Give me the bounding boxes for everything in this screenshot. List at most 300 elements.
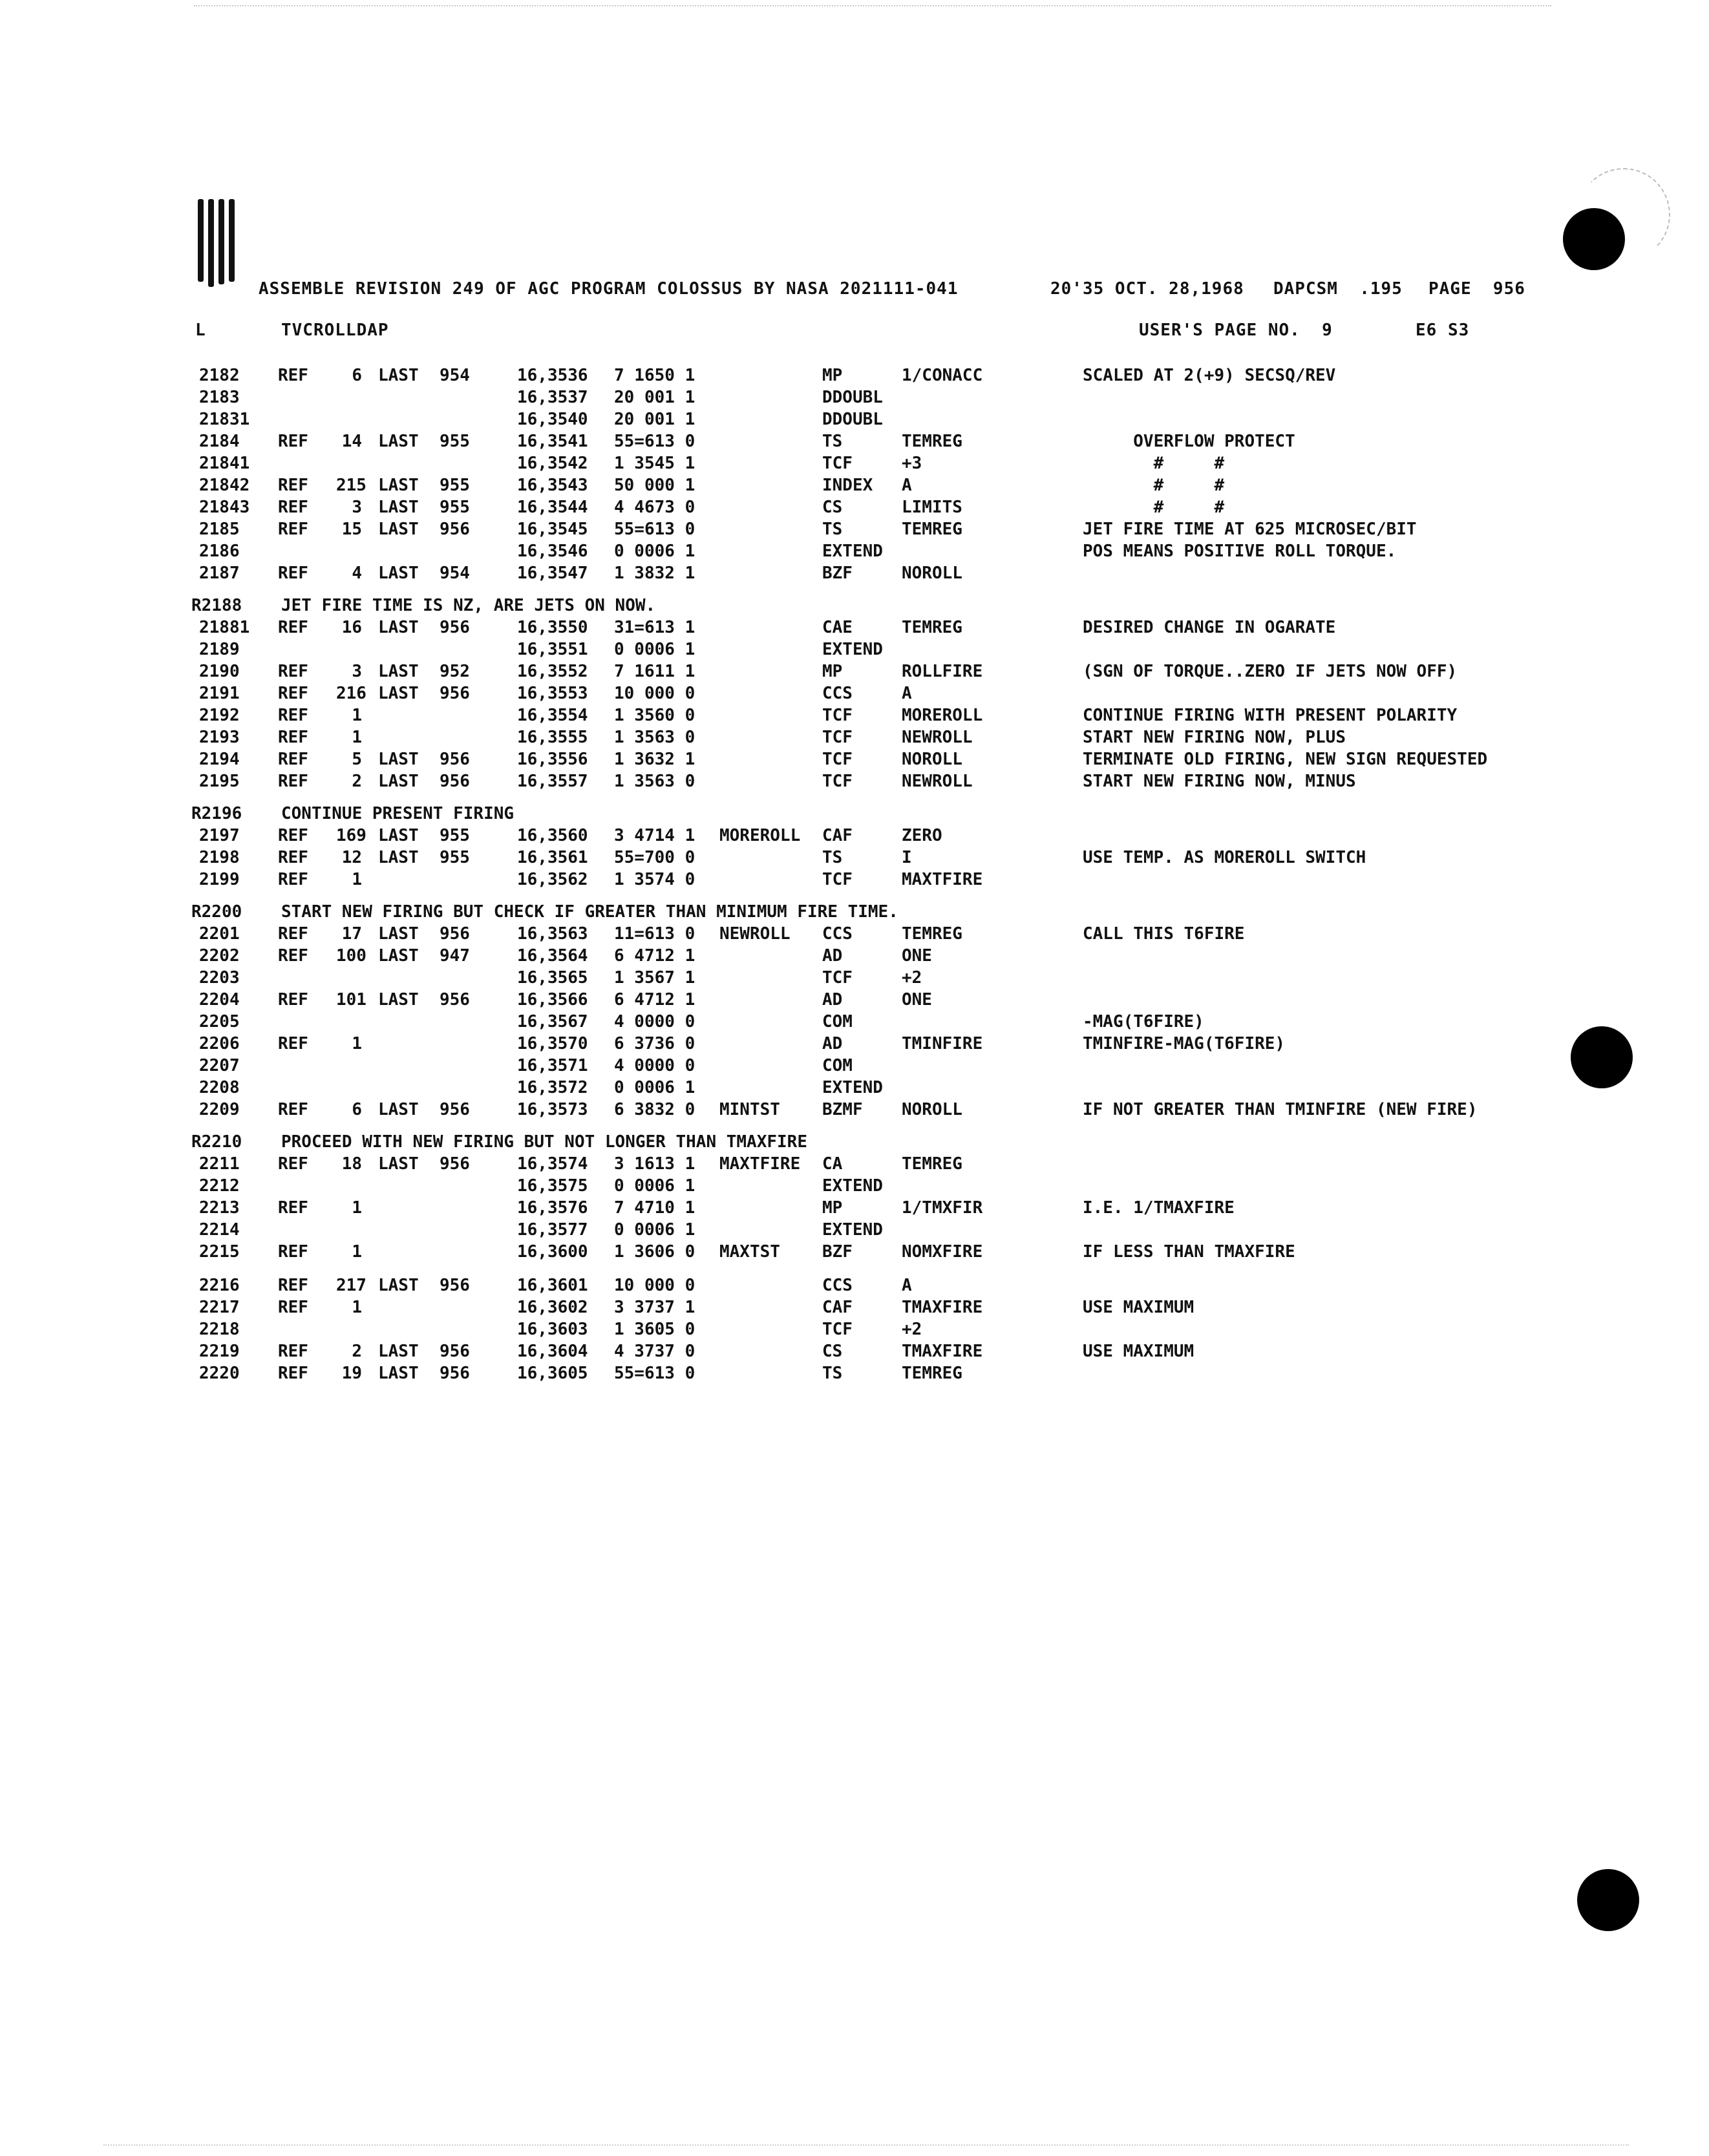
row-last: LAST — [378, 946, 419, 966]
row-label: MINTST — [719, 1100, 780, 1119]
row-addr: 16,3542 — [517, 454, 588, 473]
listing-row — [0, 1198, 1709, 1219]
row-arg: ROLLFIRE — [902, 662, 983, 681]
row-last: LAST — [378, 826, 419, 845]
row-code: 1 3606 0 — [614, 1242, 695, 1262]
listing-row — [0, 476, 1709, 496]
row-line: 2205 — [199, 1012, 240, 1031]
row-arg: MOREROLL — [902, 706, 983, 725]
header-title: ASSEMBLE REVISION 249 OF AGC PROGRAM COLOSSUS BY NASA 2021111-041 — [259, 279, 959, 299]
listing-row — [0, 618, 1709, 639]
row-line: 2197 — [199, 826, 240, 845]
row-addr: 16,3567 — [517, 1012, 588, 1031]
row-op: CCS — [822, 1276, 853, 1295]
row-code: 20 001 1 — [614, 388, 695, 407]
row-refn: 15 — [341, 520, 362, 539]
listing-row — [0, 366, 1709, 386]
row-op: CAF — [822, 826, 853, 845]
row-op: INDEX — [822, 476, 873, 495]
binder-hole-top — [1563, 208, 1625, 270]
listing-row — [0, 968, 1709, 989]
listing-row — [0, 662, 1709, 682]
remark-text: CONTINUE PRESENT FIRING — [281, 804, 515, 823]
row-ref: REF — [278, 662, 308, 681]
row-page: 956 — [440, 520, 470, 539]
row-arg: NOROLL — [902, 564, 962, 583]
row-comment: DESIRED CHANGE IN OGARATE — [1083, 618, 1336, 637]
remark-label: R2200 — [191, 902, 242, 922]
row-addr: 16,3543 — [517, 476, 588, 495]
row-op: TS — [822, 520, 843, 539]
row-op: TS — [822, 848, 843, 867]
row-line: 2190 — [199, 662, 240, 681]
row-arg: NOROLL — [902, 750, 962, 769]
row-arg: TEMREG — [902, 924, 962, 944]
row-line: 2219 — [199, 1342, 240, 1361]
row-line: 2187 — [199, 564, 240, 583]
row-line: 2194 — [199, 750, 240, 769]
remark-text: JET FIRE TIME IS NZ, ARE JETS ON NOW. — [281, 596, 656, 615]
row-addr: 16,3563 — [517, 924, 588, 944]
row-refn: 169 — [336, 826, 366, 845]
row-ref: REF — [278, 1034, 308, 1053]
row-arg: TEMREG — [902, 1154, 962, 1174]
row-last: LAST — [378, 1364, 419, 1383]
row-ref: REF — [278, 848, 308, 867]
row-addr: 16,3565 — [517, 968, 588, 988]
row-op: EXTEND — [822, 1176, 883, 1196]
row-arg: NEWROLL — [902, 772, 973, 791]
row-line: 2202 — [199, 946, 240, 966]
listing-row — [0, 1012, 1709, 1033]
row-line: 21841 — [199, 454, 250, 473]
row-op: COM — [822, 1056, 853, 1075]
scan-noise-bottom — [103, 2144, 1629, 2146]
row-op: MP — [822, 366, 843, 385]
row-op: TCF — [822, 772, 853, 791]
listing-row — [0, 848, 1709, 869]
row-code: 7 4710 1 — [614, 1198, 695, 1218]
row-addr: 16,3570 — [517, 1034, 588, 1053]
left-marker: L — [195, 321, 206, 340]
row-line: 2218 — [199, 1320, 240, 1339]
row-line: 2203 — [199, 968, 240, 988]
row-arg: TEMREG — [902, 1364, 962, 1383]
row-line: 2192 — [199, 706, 240, 725]
listing-row — [0, 1364, 1709, 1384]
row-page: 955 — [440, 498, 470, 517]
row-addr: 16,3545 — [517, 520, 588, 539]
row-op: BZF — [822, 564, 853, 583]
row-refn: 3 — [352, 498, 362, 517]
row-arg: +2 — [902, 1320, 922, 1339]
row-addr: 16,3544 — [517, 498, 588, 517]
row-comment: -MAG(T6FIRE) — [1083, 1012, 1204, 1031]
row-op: MP — [822, 662, 843, 681]
row-last: LAST — [378, 990, 419, 1009]
row-code: 7 1611 1 — [614, 662, 695, 681]
row-arg: NOROLL — [902, 1100, 962, 1119]
row-refn: 14 — [341, 432, 362, 451]
row-line: 2215 — [199, 1242, 240, 1262]
row-code: 4 0000 0 — [614, 1012, 695, 1031]
listing-row — [0, 990, 1709, 1011]
row-comment: START NEW FIRING NOW, MINUS — [1083, 772, 1356, 791]
row-op: BZF — [822, 1242, 853, 1262]
listing-row — [0, 1176, 1709, 1197]
row-arg: +3 — [902, 454, 922, 473]
row-addr: 16,3541 — [517, 432, 588, 451]
row-refn: 1 — [352, 1242, 362, 1262]
row-arg: ONE — [902, 946, 932, 966]
row-addr: 16,3571 — [517, 1056, 588, 1075]
row-code: 3 4714 1 — [614, 826, 695, 845]
row-addr: 16,3603 — [517, 1320, 588, 1339]
row-arg: TEMREG — [902, 618, 962, 637]
row-code: 11=613 0 — [614, 924, 695, 944]
row-op: CAF — [822, 1298, 853, 1317]
row-code: 0 0006 1 — [614, 542, 695, 561]
row-page: 956 — [440, 772, 470, 791]
row-op: CS — [822, 498, 843, 517]
row-comment: TMINFIRE-MAG(T6FIRE) — [1083, 1034, 1286, 1053]
row-code: 3 1613 1 — [614, 1154, 695, 1174]
scan-noise-top — [194, 5, 1551, 9]
row-addr: 16,3537 — [517, 388, 588, 407]
row-label: NEWROLL — [719, 924, 791, 944]
row-addr: 16,3562 — [517, 870, 588, 889]
row-refn: 1 — [352, 870, 362, 889]
row-line: 2195 — [199, 772, 240, 791]
row-line: 2212 — [199, 1176, 240, 1196]
row-addr: 16,3560 — [517, 826, 588, 845]
row-last: LAST — [378, 772, 419, 791]
row-line: 21843 — [199, 498, 250, 517]
row-code: 6 3832 0 — [614, 1100, 695, 1119]
row-page: 956 — [440, 990, 470, 1009]
row-refn: 6 — [352, 1100, 362, 1119]
row-comment: START NEW FIRING NOW, PLUS — [1083, 728, 1346, 747]
row-ref: REF — [278, 990, 308, 1009]
row-ref: REF — [278, 1198, 308, 1218]
listing-row — [0, 520, 1709, 540]
row-line: 2211 — [199, 1154, 240, 1174]
row-ref: REF — [278, 564, 308, 583]
row-code: 1 3574 0 — [614, 870, 695, 889]
row-code: 10 000 0 — [614, 684, 695, 703]
row-code: 4 0000 0 — [614, 1056, 695, 1075]
row-addr: 16,3557 — [517, 772, 588, 791]
listing-row — [0, 1220, 1709, 1241]
remark-text: START NEW FIRING BUT CHECK IF GREATER THAN MINIMUM FIRE TIME. — [281, 902, 898, 922]
row-refn: 101 — [336, 990, 366, 1009]
row-page: 956 — [440, 1342, 470, 1361]
row-line: 2213 — [199, 1198, 240, 1218]
row-op: TCF — [822, 750, 853, 769]
row-code: 1 3563 0 — [614, 772, 695, 791]
row-page: 955 — [440, 432, 470, 451]
row-refn: 16 — [341, 618, 362, 637]
row-line: 21881 — [199, 618, 250, 637]
row-last: LAST — [378, 750, 419, 769]
row-code: 31=613 1 — [614, 618, 695, 637]
row-arg: ONE — [902, 990, 932, 1009]
row-code: 55=613 0 — [614, 1364, 695, 1383]
row-line: 2204 — [199, 990, 240, 1009]
row-ref: REF — [278, 520, 308, 539]
listing-row — [0, 1276, 1709, 1296]
row-last: LAST — [378, 1342, 419, 1361]
row-code: 0 0006 1 — [614, 1220, 695, 1240]
row-label: MAXTST — [719, 1242, 780, 1262]
listing-row — [0, 706, 1709, 726]
listing-row — [0, 1298, 1709, 1318]
row-refn: 216 — [336, 684, 366, 703]
row-line: 2214 — [199, 1220, 240, 1240]
row-op: TCF — [822, 870, 853, 889]
row-op: AD — [822, 946, 843, 966]
row-line: 2217 — [199, 1298, 240, 1317]
row-last: LAST — [378, 1276, 419, 1295]
row-op: EXTEND — [822, 640, 883, 659]
row-op: TS — [822, 432, 843, 451]
row-ref: REF — [278, 870, 308, 889]
row-refn: 1 — [352, 728, 362, 747]
row-arg: I — [902, 848, 912, 867]
row-code: 3 3737 1 — [614, 1298, 695, 1317]
row-last: LAST — [378, 432, 419, 451]
row-page: 952 — [440, 662, 470, 681]
row-page: 954 — [440, 564, 470, 583]
row-addr: 16,3566 — [517, 990, 588, 1009]
row-code: 0 0006 1 — [614, 1176, 695, 1196]
row-comment: I.E. 1/TMAXFIRE — [1083, 1198, 1235, 1218]
row-line: 21842 — [199, 476, 250, 495]
row-line: 2216 — [199, 1276, 240, 1295]
row-code: 0 0006 1 — [614, 1078, 695, 1097]
remark-label: R2188 — [191, 596, 242, 615]
row-arg: 1/TMXFIR — [902, 1198, 983, 1218]
listing-row — [0, 1320, 1709, 1340]
listing-row — [0, 1342, 1709, 1362]
row-addr: 16,3564 — [517, 946, 588, 966]
row-addr: 16,3552 — [517, 662, 588, 681]
listing-row — [0, 640, 1709, 661]
row-code: 1 3605 0 — [614, 1320, 695, 1339]
row-ref: REF — [278, 498, 308, 517]
row-addr: 16,3540 — [517, 410, 588, 429]
row-ref: REF — [278, 366, 308, 385]
row-comment: USE TEMP. AS MOREROLL SWITCH — [1083, 848, 1366, 867]
row-refn: 18 — [341, 1154, 362, 1174]
row-addr: 16,3600 — [517, 1242, 588, 1262]
row-addr: 16,3546 — [517, 542, 588, 561]
row-addr: 16,3574 — [517, 1154, 588, 1174]
row-op: DDOUBL — [822, 410, 883, 429]
row-addr: 16,3553 — [517, 684, 588, 703]
row-last: LAST — [378, 520, 419, 539]
row-arg: TEMREG — [902, 520, 962, 539]
listing-row — [0, 388, 1709, 408]
row-ref: REF — [278, 1100, 308, 1119]
listing-row — [0, 750, 1709, 770]
row-last: LAST — [378, 684, 419, 703]
row-code: 4 4673 0 — [614, 498, 695, 517]
row-ref: REF — [278, 924, 308, 944]
row-op: TCF — [822, 968, 853, 988]
row-addr: 16,3573 — [517, 1100, 588, 1119]
row-op: DDOUBL — [822, 388, 883, 407]
row-arg: A — [902, 1276, 912, 1295]
row-op: TS — [822, 1364, 843, 1383]
row-page: 956 — [440, 924, 470, 944]
row-arg: TMAXFIRE — [902, 1298, 983, 1317]
row-refn: 217 — [336, 1276, 366, 1295]
row-ref: REF — [278, 684, 308, 703]
row-line: 2199 — [199, 870, 240, 889]
row-op: EXTEND — [822, 1220, 883, 1240]
listing-row — [0, 870, 1709, 891]
row-code: 1 3560 0 — [614, 706, 695, 725]
row-refn: 1 — [352, 1034, 362, 1053]
row-comment: OVERFLOW PROTECT — [1083, 432, 1295, 451]
row-op: TCF — [822, 728, 853, 747]
row-line: 2191 — [199, 684, 240, 703]
header-dapcsm: DAPCSM .195 — [1273, 279, 1403, 299]
row-code: 50 000 1 — [614, 476, 695, 495]
row-page: 956 — [440, 1154, 470, 1174]
row-refn: 1 — [352, 706, 362, 725]
row-ref: REF — [278, 728, 308, 747]
remark-text: PROCEED WITH NEW FIRING BUT NOT LONGER THAN TMAXFIRE — [281, 1132, 807, 1152]
row-refn: 5 — [352, 750, 362, 769]
remark-label: R2210 — [191, 1132, 242, 1152]
row-comment: CALL THIS T6FIRE — [1083, 924, 1245, 944]
row-page: 956 — [440, 750, 470, 769]
row-addr: 16,3577 — [517, 1220, 588, 1240]
row-arg: A — [902, 684, 912, 703]
listing-row — [0, 432, 1709, 452]
listing-row — [0, 826, 1709, 847]
row-ref: REF — [278, 476, 308, 495]
row-comment: IF LESS THAN TMAXFIRE — [1083, 1242, 1295, 1262]
row-code: 7 1650 1 — [614, 366, 695, 385]
row-code: 55=613 0 — [614, 520, 695, 539]
row-refn: 215 — [336, 476, 366, 495]
row-op: AD — [822, 990, 843, 1009]
row-addr: 16,3572 — [517, 1078, 588, 1097]
row-comment: (SGN OF TORQUE..ZERO IF JETS NOW OFF) — [1083, 662, 1458, 681]
row-addr: 16,3554 — [517, 706, 588, 725]
row-line: 2208 — [199, 1078, 240, 1097]
row-ref: REF — [278, 1364, 308, 1383]
binder-hole-bottom — [1577, 1869, 1639, 1931]
row-page: 955 — [440, 476, 470, 495]
row-line: 2185 — [199, 520, 240, 539]
row-refn: 19 — [341, 1364, 362, 1383]
row-code: 6 4712 1 — [614, 946, 695, 966]
row-arg: 1/CONACC — [902, 366, 983, 385]
remark-label: R2196 — [191, 804, 242, 823]
row-page: 956 — [440, 684, 470, 703]
row-line: 2193 — [199, 728, 240, 747]
row-arg: MAXTFIRE — [902, 870, 983, 889]
barcode-marks — [195, 199, 239, 290]
row-page: 956 — [440, 1100, 470, 1119]
row-ref: REF — [278, 946, 308, 966]
row-addr: 16,3551 — [517, 640, 588, 659]
section-name: TVCROLLDAP — [281, 321, 389, 340]
row-last: LAST — [378, 1154, 419, 1174]
row-code: 55=613 0 — [614, 432, 695, 451]
row-refn: 4 — [352, 564, 362, 583]
listing-row — [0, 542, 1709, 562]
row-ref: REF — [278, 826, 308, 845]
row-page: 955 — [440, 826, 470, 845]
row-last: LAST — [378, 366, 419, 385]
row-addr: 16,3601 — [517, 1276, 588, 1295]
row-comment: SCALED AT 2(+9) SECSQ/REV — [1083, 366, 1336, 385]
row-line: 2220 — [199, 1364, 240, 1383]
row-label: MAXTFIRE — [719, 1154, 801, 1174]
row-last: LAST — [378, 498, 419, 517]
row-arg: TEMREG — [902, 432, 962, 451]
header-datetime: 20'35 OCT. 28,1968 — [1050, 279, 1244, 299]
row-op: CA — [822, 1154, 843, 1174]
row-last: LAST — [378, 564, 419, 583]
listing-row — [0, 772, 1709, 792]
row-page: 955 — [440, 848, 470, 867]
row-line: 2184 — [199, 432, 240, 451]
row-line: 2182 — [199, 366, 240, 385]
listing-row — [0, 498, 1709, 518]
row-op: CCS — [822, 924, 853, 944]
listing-row — [0, 1154, 1709, 1175]
listing-row — [0, 684, 1709, 704]
row-addr: 16,3547 — [517, 564, 588, 583]
row-op: BZMF — [822, 1100, 863, 1119]
row-op: MP — [822, 1198, 843, 1218]
row-comment: POS MEANS POSITIVE ROLL TORQUE. — [1083, 542, 1397, 561]
row-line: 2209 — [199, 1100, 240, 1119]
row-code: 10 000 0 — [614, 1276, 695, 1295]
row-op: EXTEND — [822, 542, 883, 561]
row-addr: 16,3536 — [517, 366, 588, 385]
row-code: 1 3832 1 — [614, 564, 695, 583]
row-refn: 1 — [352, 1298, 362, 1317]
row-refn: 17 — [341, 924, 362, 944]
row-ref: REF — [278, 1154, 308, 1174]
row-comment: TERMINATE OLD FIRING, NEW SIGN REQUESTED — [1083, 750, 1488, 769]
row-line: 2207 — [199, 1056, 240, 1075]
row-code: 6 4712 1 — [614, 990, 695, 1009]
row-code: 6 3736 0 — [614, 1034, 695, 1053]
row-line: 2201 — [199, 924, 240, 944]
row-code: 1 3567 1 — [614, 968, 695, 988]
listing-row — [0, 728, 1709, 748]
row-line: 2189 — [199, 640, 240, 659]
row-comment: # # — [1083, 498, 1225, 517]
row-line: 2186 — [199, 542, 240, 561]
row-code: 1 3563 0 — [614, 728, 695, 747]
row-addr: 16,3604 — [517, 1342, 588, 1361]
row-arg: NEWROLL — [902, 728, 973, 747]
row-arg: NOMXFIRE — [902, 1242, 983, 1262]
row-ref: REF — [278, 432, 308, 451]
listing-row — [0, 924, 1709, 945]
row-ref: REF — [278, 1342, 308, 1361]
row-code: 4 3737 0 — [614, 1342, 695, 1361]
